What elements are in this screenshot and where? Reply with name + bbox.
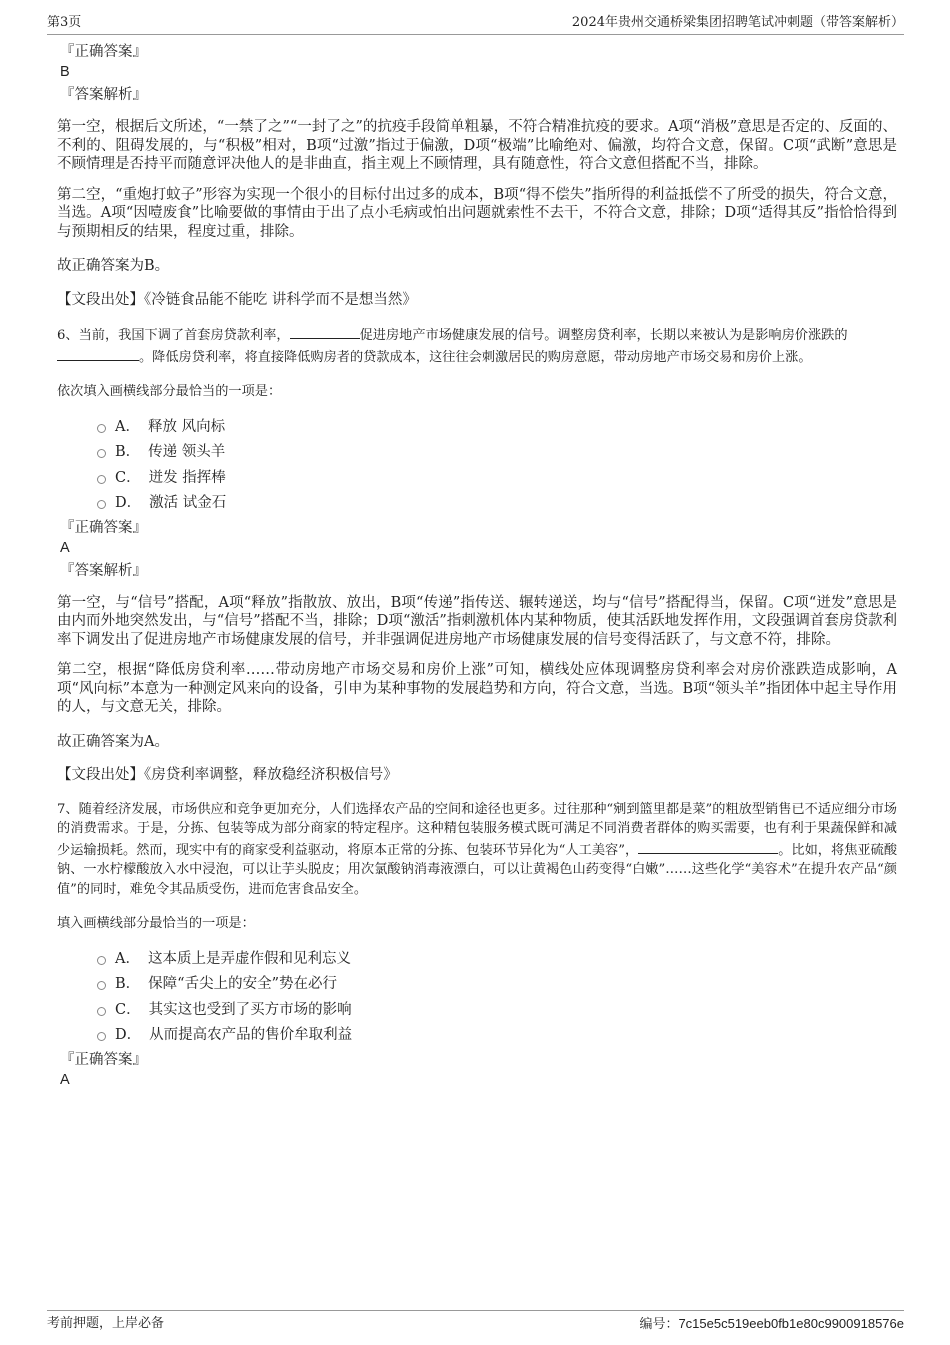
radio-button[interactable]	[97, 956, 106, 965]
document-body	[57, 42, 897, 1090]
option-b[interactable]	[57, 441, 897, 467]
options-list	[57, 948, 897, 1050]
radio-button[interactable]	[97, 449, 106, 458]
page-header	[47, 14, 904, 35]
option-letter: A．	[115, 950, 140, 967]
radio-button[interactable]	[97, 1032, 106, 1041]
radio-button[interactable]	[97, 500, 106, 509]
document-title: 2024年贵州交通桥梁集团招聘笔试冲刺题（带答案解析）	[571, 15, 904, 30]
answer-label: 『正确答案』	[60, 1051, 147, 1068]
option-d[interactable]	[57, 1024, 897, 1050]
option-text: 迸发 指挥棒	[148, 469, 226, 486]
option-text: 传递 领头羊	[148, 444, 226, 460]
option-b[interactable]	[57, 973, 897, 999]
fill-blank	[290, 324, 360, 339]
footer-slogan: 考前押题，上岸必备	[47, 1316, 165, 1331]
option-text: 保障“舌尖上的安全”势在必行	[148, 976, 337, 992]
option-letter: C．	[115, 1001, 141, 1018]
answer-label: 『正确答案』	[60, 519, 147, 536]
option-text: 激活 试金石	[149, 495, 227, 511]
option-c[interactable]	[57, 999, 897, 1025]
page-footer	[47, 1310, 904, 1333]
option-a[interactable]	[57, 948, 897, 974]
option-letter: B．	[115, 444, 141, 460]
options-list	[57, 416, 897, 518]
option-letter: C．	[115, 469, 141, 486]
option-text: 其实这也受到了买方市场的影响	[148, 1001, 352, 1018]
source-citation: 【文段出处】《房贷利率调整，释放稳经济积极信号》	[57, 767, 398, 783]
option-text: 从而提高农产品的售价牟取利益	[149, 1027, 353, 1043]
answer-value: A	[60, 539, 70, 556]
option-d[interactable]	[57, 492, 897, 518]
conclusion: 故正确答案为B。	[57, 258, 170, 274]
option-text: 这本质上是弄虚作假和见利忘义	[147, 950, 351, 967]
radio-button[interactable]	[97, 1007, 106, 1016]
analysis-paragraph: 第二空，“重炮打蚊子”形容为实现一个很小的目标付出过多的成本，B项“得不偿失”指所得的利益抵偿不了所受的损失，符合文意，当选。A项“因噎废食”比喻要做的事情由于出了点小毛病或怕出问题就索性不去干，不符合文意，排除；D项“适得其反”指恰恰得到与预期相反的结果，程度过重，排除。	[57, 186, 897, 240]
analysis-paragraph: 第一空，与“信号”搭配，A项“释放”指散放、放出，B项“传递”指传送、辗转递送，均与“信号”搭配得当，保留。C项“迸发”意思是由内而外地突然发出，与“信号”搭配不当，排除；D项“激活”指刺激机体内某种物质，使其活跃地发挥作用，文段强调首套房贷款利率下调发出了促进房地产市场健康发展的信号，并非强调促进房地产市场健康发展的信号变得活跃了，与文意不符，排除。	[57, 594, 897, 648]
analysis-paragraph: 第二空，根据“降低房贷利率……带动房地产市场交易和房价上涨”可知，横线处应体现调整房贷利率会对房价涨跌造成影响，A项“风向标”本意为一种测定风来向的设备，引申为某种事物的发展趋势和方向，符合文意，当选。B项“领头羊”指团体中起主导作用的人，与文意无关，排除。	[57, 662, 897, 715]
option-a[interactable]	[57, 416, 897, 442]
option-letter: D．	[115, 495, 142, 511]
option-letter: A．	[115, 418, 140, 435]
page-number: 第3页	[47, 15, 82, 30]
analysis-label: 『答案解析』	[60, 87, 147, 103]
fill-blank	[57, 346, 139, 361]
question-prompt: 填入画横线部分最恰当的一项是：	[57, 916, 255, 931]
answer-value: A	[60, 1071, 70, 1088]
fill-blank	[638, 839, 778, 854]
option-letter: D．	[115, 1027, 142, 1043]
radio-button[interactable]	[97, 475, 106, 484]
conclusion: 故正确答案为A。	[57, 733, 169, 750]
source-citation: 【文段出处】《冷链食品能不能吃 讲科学而不是想当然》	[57, 291, 417, 308]
option-letter: B．	[115, 976, 141, 992]
option-text: 释放 风向标	[147, 418, 226, 435]
radio-button[interactable]	[97, 424, 106, 433]
radio-button[interactable]	[97, 981, 106, 990]
question-prompt: 依次填入画横线部分最恰当的一项是：	[57, 384, 282, 399]
option-c[interactable]	[57, 467, 897, 493]
analysis-label: 『答案解析』	[60, 562, 147, 579]
question-stem: 7、随着经济发展，市场供应和竞争更加充分，人们选择农产品的空间和途径也更多。过往那种“剜到篮里都是菜”的粗放型销售已不适应细分市场的消费需求。于是，分拣、包装等成为部分商家的特定程序。这种精包装服务模式既可满足不同消费者群体的购买需要，也有利于果蔬保鲜和减少运输损耗。然而，现实中有的商家受利益驱动，将原本正常的分拣、包装环节异化为“人工美容”， 。比如，将焦亚硫酸钠、一水柠檬酸放入水中浸泡，可以让芋头脱皮；用次氯酸钠消毒液漂白，可以让黄褐色山药变得“白嫩”……这些化学“美容术”在提升农产品“颜值”的同时，难免令其品质受伤，进而危害食品安全。	[57, 801, 898, 897]
question-stem: 6、当前，我国下调了首套房贷款利率， 促进房地产市场健康发展的信号。调整房贷利率，长期以来被认为是影响房价涨跌的 。降低房贷利率，将直接降低购房者的贷款成本，这往往会刺激居民的购房意愿，带动房地产市场交易和房价上涨。	[57, 324, 897, 367]
answer-label: 『正确答案』	[60, 44, 147, 60]
analysis-paragraph: 第一空，根据后文所述，“一禁了之”“一封了之”的抗疫手段简单粗暴，不符合精准抗疫的要求。A项“消极”意思是否定的、反面的、不利的、阻碍发展的，与“积极”相对，B项“过激”指过于偏激，D项“极端”比喻绝对、偏激，均符合文意，保留。C项“武断”意思是不顾情理是否持平而随意评决他人的是非曲直，指主观上不顾情理，具有随意性，符合文意但搭配不当，排除。	[57, 119, 897, 172]
document-code: 编号：7c15e5c519eeb0fb1e80c9900918576e	[639, 1316, 904, 1331]
answer-value: B	[60, 64, 70, 80]
